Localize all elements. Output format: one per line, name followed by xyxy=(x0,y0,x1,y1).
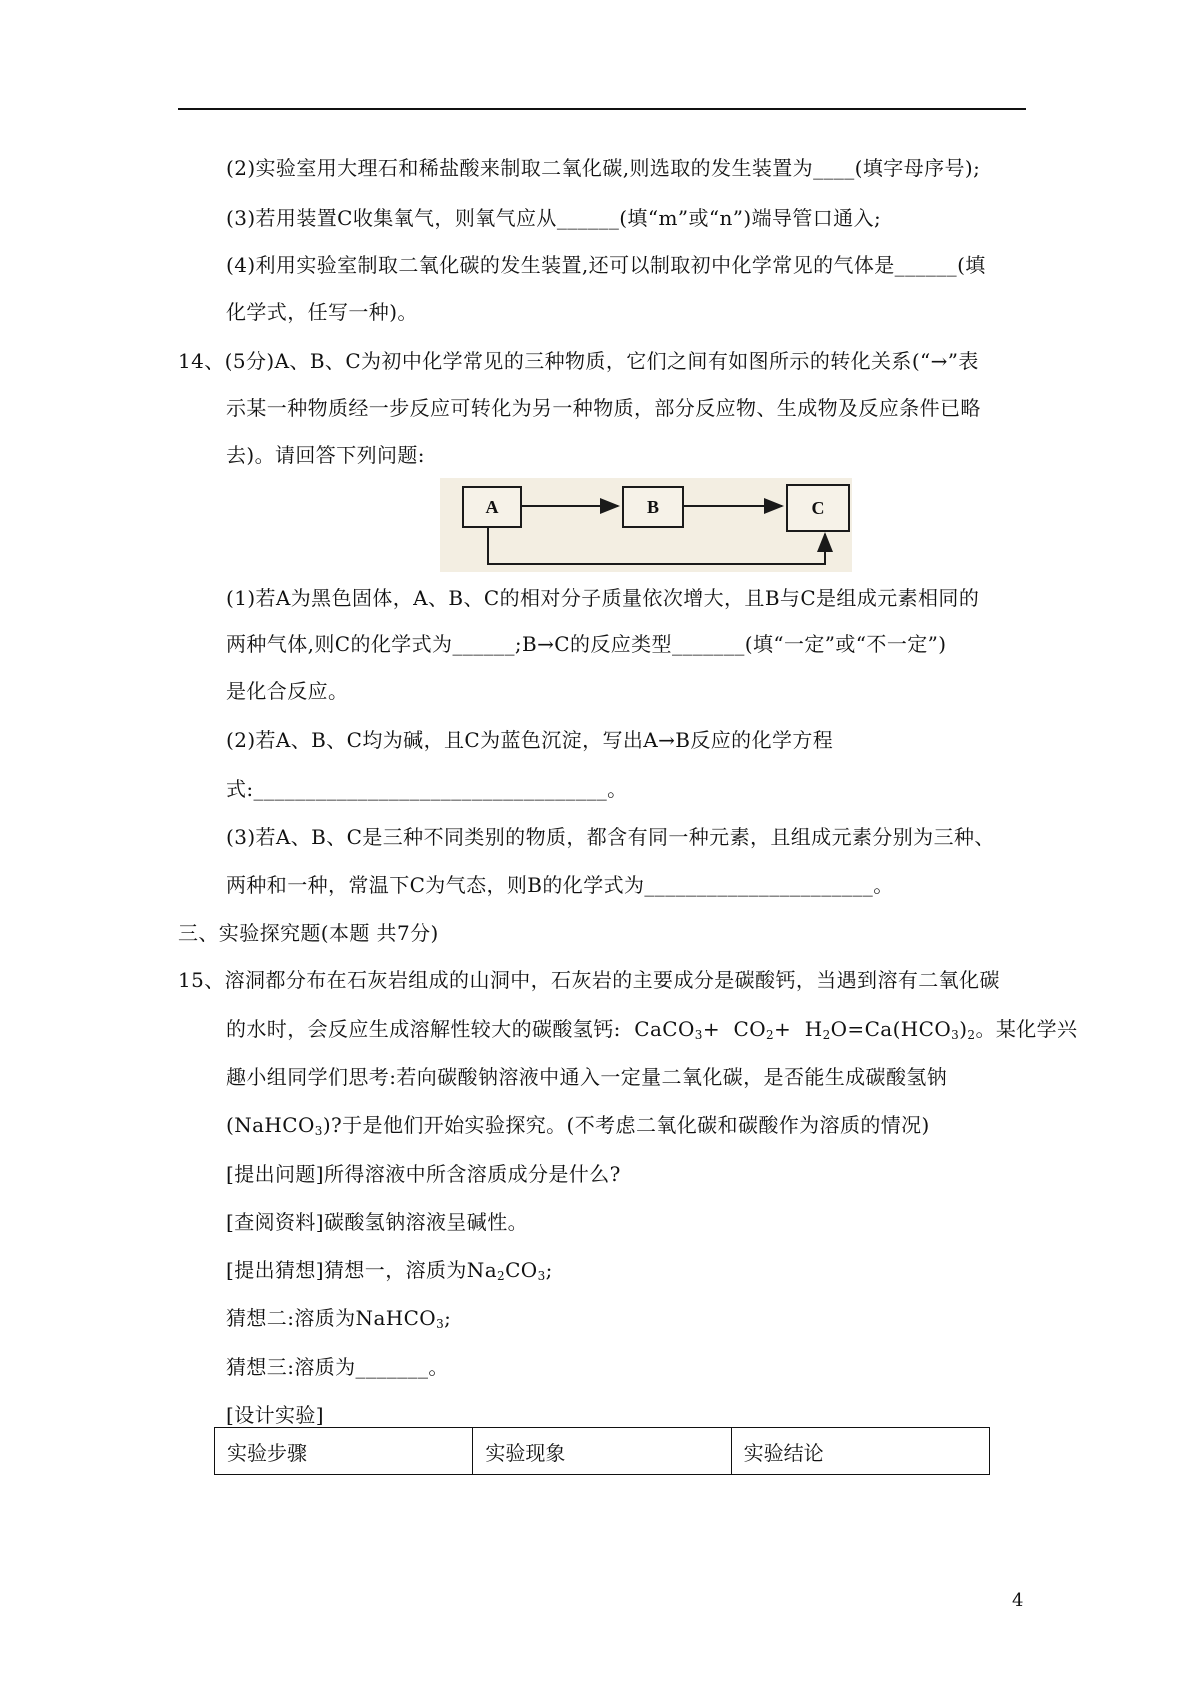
top-rule xyxy=(178,108,1026,110)
q15-stem-line3: 趣小组同学们思考:若向碳酸钠溶液中通入一定量二氧化碳，是否能生成碳酸氢钠 xyxy=(226,1065,948,1089)
q14-part1-line1: (1)若A为黑色固体，A、B、C的相对分子质量依次增大，且B与C是组成元素相同的 xyxy=(226,586,980,610)
node-a: A xyxy=(462,486,522,528)
q14-part1-line3: 是化合反应。 xyxy=(226,679,349,703)
guess-three: 猜想三:溶质为_______。 xyxy=(226,1355,449,1379)
experiment-table xyxy=(214,1427,990,1475)
header-steps: 实验步骤 xyxy=(215,1428,473,1475)
q13-part3: (3)若用装置C收集氧气，则氧气应从______(填“m”或“n”)端导管口通入; xyxy=(226,206,882,230)
q15-stem-line4: (NaHCO$_3$)?于是他们开始实验探究。(不考虑二氧化碳和碳酸作为溶质的情况) xyxy=(226,1113,930,1138)
node-b: B xyxy=(622,486,684,528)
node-c: C xyxy=(786,484,850,532)
q14-part1-line2: 两种气体,则C的化学式为______;B→C的反应类型_______(填“一定”或“不一定”) xyxy=(226,632,947,656)
guess-one: [提出猜想]猜想一，溶质为$Na_2CO_3$; xyxy=(226,1258,553,1283)
q14-stem-line2: 示某一种物质经一步反应可转化为另一种物质，部分反应物、生成物及反应条件已略 xyxy=(226,396,981,420)
q14-stem-line1: 14、(5分)A、B、C为初中化学常见的三种物质，它们之间有如图所示的转化关系(“→”表 xyxy=(178,349,979,373)
table-header-row xyxy=(215,1428,990,1475)
guess-two: 猜想二:溶质为NaHCO$_3$; xyxy=(226,1306,452,1331)
design-experiment: [设计实验] xyxy=(226,1403,325,1427)
consult-data: [查阅资料]碳酸氢钠溶液呈碱性。 xyxy=(226,1210,529,1234)
q15-stem-line2: 的水时，会反应生成溶解性较大的碳酸氢钙: CaCO$_3$+ $CO_2+ H_2O=Ca(HCO_3)_2$。某化学兴 xyxy=(226,1017,1078,1042)
header-conclusion: 实验结论 xyxy=(731,1428,989,1475)
section-3-heading: 三、实验探究题(本题 共7分) xyxy=(178,921,439,945)
q14-part2-line2: 式:__________________________________。 xyxy=(226,777,628,801)
q14-part3-line2: 两种和一种，常温下C为气态，则B的化学式为______________________。 xyxy=(226,873,894,897)
q15-stem-line1: 15、溶洞都分布在石灰岩组成的山洞中，石灰岩的主要成分是碳酸钙，当遇到溶有二氧化碳 xyxy=(178,968,1000,992)
header-phenomena: 实验现象 xyxy=(473,1428,731,1475)
page-number: 4 xyxy=(1012,1590,1024,1611)
q13-part2: (2)实验室用大理石和稀盐酸来制取二氧化碳,则选取的发生装置为____(填字母序号); xyxy=(226,156,981,180)
q14-part2-line1: (2)若A、B、C均为碱，且C为蓝色沉淀，写出A→B反应的化学方程 xyxy=(226,728,834,752)
q14-stem-line3: 去)。请回答下列问题: xyxy=(226,443,425,467)
raise-question: [提出问题]所得溶液中所含溶质成分是什么? xyxy=(226,1162,621,1186)
conversion-diagram xyxy=(440,478,852,572)
q13-part4-line1: (4)利用实验室制取二氧化碳的发生装置,还可以制取初中化学常见的气体是______(填 xyxy=(226,253,986,277)
q13-part4-line2: 化学式，任写一种)。 xyxy=(226,300,418,324)
arrow-a-to-c xyxy=(488,528,825,564)
q14-part3-line1: (3)若A、B、C是三种不同类别的物质，都含有同一种元素，且组成元素分别为三种、 xyxy=(226,825,995,849)
